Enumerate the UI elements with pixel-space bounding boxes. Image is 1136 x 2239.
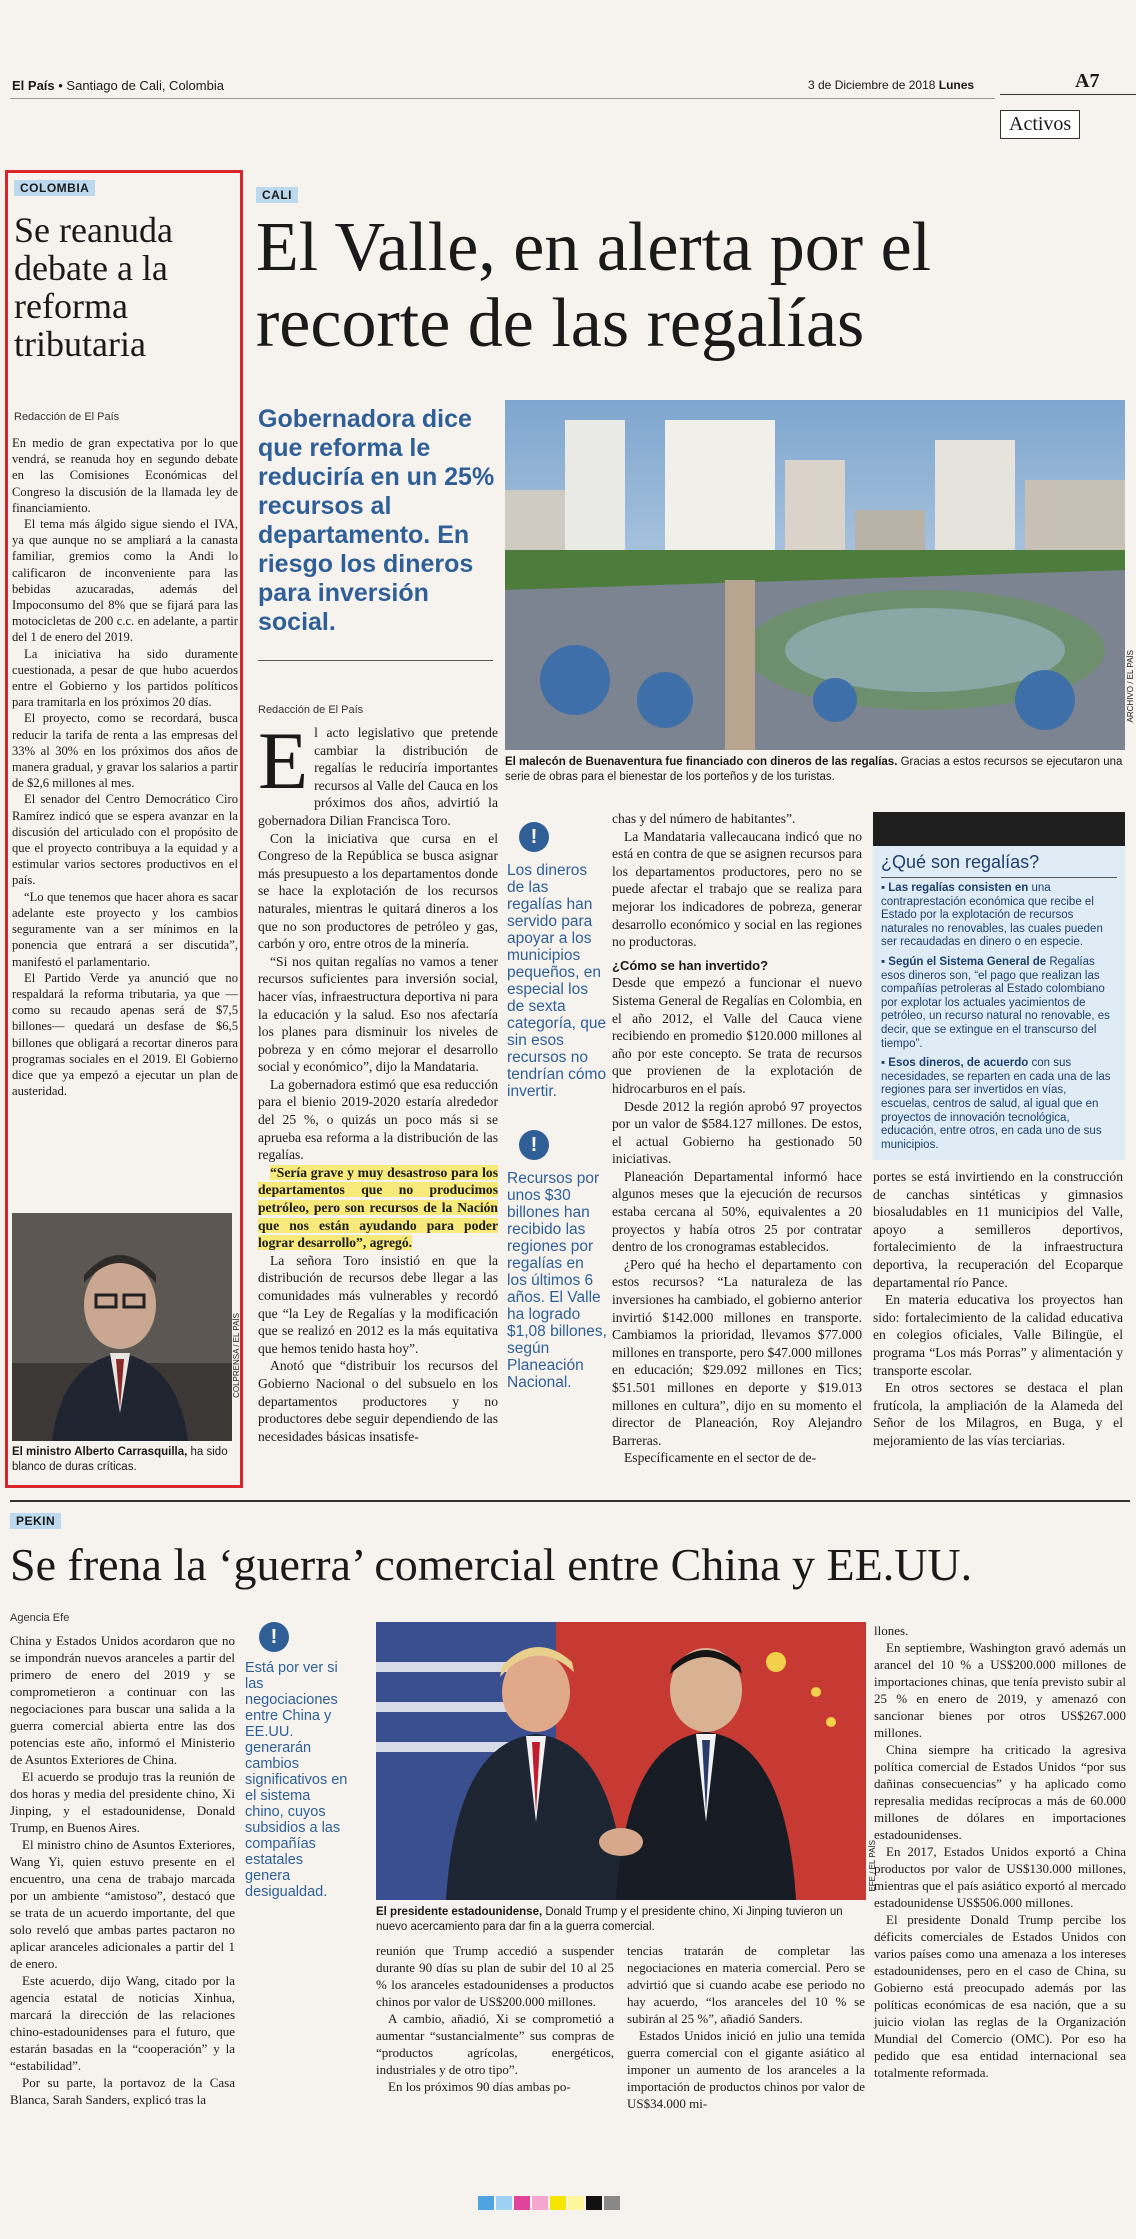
dropcap: E bbox=[258, 715, 309, 806]
paragraph: Anotó que “distribuir los recursos del Gobierno Nacional o del subsuelo en los departamentos productores y no productores debe seguir dependiendo de las necesidades básicas insatisfe- bbox=[258, 1358, 498, 1444]
photo-caption: El presidente estadounidense, Donald Trump y el presidente chino, Xi Jinping tuvieron un nuevo acercamiento para dar fin a la guerra comercial. bbox=[376, 1906, 843, 1933]
info-box-rule bbox=[881, 877, 1117, 878]
paragraph: El acuerdo se produjo tras la reunión de dos horas y media del presidente chino, Xi Jinping, y el estadounidense, Donald Trump, en Buenos Aires. bbox=[10, 1769, 235, 1835]
side-quote: Está por ver si las negociaciones entre China y EE.UU. generarán cambios significativos en el sistema chino, cuyos subsidios a las compañías estatales genera desigualdad. bbox=[245, 1660, 348, 1900]
paragraph: China siempre ha criticado la agresiva política comercial de Estados Unidos “por sus dañinas consecuencias” y ha aplicado como represalia medidas recíprocas a más de 60.000 millones de dólares en importaciones estadounidenses. bbox=[874, 1742, 1126, 1842]
pekin-tag-wrap bbox=[10, 1512, 61, 1530]
paper-name: El País bbox=[12, 78, 55, 93]
section-tag: PEKIN bbox=[10, 1513, 61, 1529]
color-swatch bbox=[604, 2196, 620, 2210]
paragraph: En materia educativa los proyectos han sido: fortalecimiento de la calidad educativa en colegios oficiales, Valle Bilingüe, el programa “Los más Porras” y alimentación y transporte escolar. bbox=[873, 1292, 1123, 1378]
paragraph: La Mandataria vallecaucana indicó que no está en contra de que se asignen recursos para los departamentos productores, pero no se puede afectar el trabajo que se realiza para mejorar los indicadores de pobreza, generar desarrollo económico y social en las regiones no productoras. bbox=[612, 828, 862, 950]
photo-credit: EFE / EL PAÍS bbox=[868, 1840, 877, 1892]
pekin-col-2 bbox=[376, 1942, 614, 2095]
paragraph: Con la iniciativa que cursa en el Congreso de la República se busca asignar más presupuesto a los departamentos donde se hace la explotación de los recursos naturales, mientras le quitará dineros a los que no son productores de petróleo y gas, carbón y oro, entre otros de la minería. bbox=[258, 830, 498, 952]
paragraph: l acto legislativo que pretende cambiar la distribución de regalías le reduciría importantes recursos al Valle del Cauca en los próximos dos años, advirtió la gobernadora Dilian Francisca Toro. bbox=[258, 725, 498, 828]
pekin-col-4 bbox=[874, 1622, 1126, 2081]
exclamation-icon: ! bbox=[259, 1622, 289, 1652]
color-swatch bbox=[478, 2196, 494, 2210]
paragraph: portes se está invirtiendo en la construcción de canchas sintéticas y gimnasios biosaludables en 11 municipios del Valle, apoyo a semilleros deportivos, fortalecimiento de la infraestructura deportiva, la recuperación del Ecoparque departamental río Pance. bbox=[873, 1169, 1123, 1290]
photo-credit: ARCHIVO / EL PAÍS bbox=[1126, 650, 1135, 723]
section-label: Activos bbox=[1000, 110, 1080, 139]
color-swatch bbox=[550, 2196, 566, 2210]
paragraph: chas y del número de habitantes”. bbox=[612, 811, 796, 826]
color-registration-bar bbox=[478, 2196, 620, 2210]
paragraph: El Partido Verde ya anunció que no respaldará la reforma tributaria, ya que —como su recaudo apenas será de $7,5 billones— quedará un desfase de $6,5 billones que obligará a recortar dineros para programas sociales en el 2019. El Gobierno dice que ya empezó a ejecutar un plan de austeridad. bbox=[12, 970, 238, 1099]
colombia-article bbox=[5, 170, 243, 1488]
info-box-list bbox=[873, 880, 1125, 1154]
section-divider bbox=[10, 1500, 1130, 1502]
issue-date: 3 de Diciembre de 2018 Lunes bbox=[808, 78, 975, 92]
paragraph: En 2017, Estados Unidos exportó a China productos por valor de US$130.000 millones, mientras que el país asiático exportó al mercado estadounidense US$506.000 millones. bbox=[874, 1844, 1126, 1910]
header-divider bbox=[10, 98, 995, 99]
paper-location: • Santiago de Cali, Colombia bbox=[58, 78, 224, 93]
pekin-col-3 bbox=[627, 1942, 865, 2112]
section-tag: COLOMBIA bbox=[14, 180, 95, 196]
paragraph: La gobernadora estimó que esa reducción para el bienio 2019-2020 estaría alrededor del 25 %, o quizás un poco más si se aprueba esa reforma a la distribución de las regalías. bbox=[258, 1076, 498, 1163]
article-headline: Se reanuda debate a la reforma tributaria bbox=[14, 210, 173, 364]
article-body bbox=[12, 435, 238, 1099]
cali-col-1 bbox=[258, 715, 498, 1445]
header-rule bbox=[1000, 94, 1136, 95]
cali-tag-wrap bbox=[256, 186, 298, 204]
cali-col-3 bbox=[612, 810, 862, 1467]
article-deck: Gobernadora dice que reforma le reduciría en un 25% recursos al departamento. En riesgo los dineros para inversión social. bbox=[258, 405, 495, 636]
info-box bbox=[873, 812, 1125, 1160]
summit-photo bbox=[376, 1622, 866, 1900]
byline: Agencia Efe bbox=[10, 1612, 70, 1624]
subhead: ¿Cómo se han invertido? bbox=[612, 957, 769, 973]
paragraph: En otros sectores se destaca el plan frutícola, la ampliación de la Alameda del Señor de los Milagros, en Buga, y el mejoramiento de las vías terciarias. bbox=[873, 1380, 1123, 1448]
malecon-photo-graphic bbox=[505, 400, 1125, 750]
side-quote: Los dineros de las regalías han servido para apoyar a los municipios pequeños, en especial los de sexta categoría, que sin esos recursos no tendrían cómo invertir. bbox=[507, 862, 607, 1100]
exclamation-icon: ! bbox=[519, 822, 549, 852]
paragraph: Desde que empezó a funcionar el nuevo Sistema General de Regalías en Colombia, en el año 2012, el Valle del Cauca viene recibiendo en promedio $120.000 millones al año por este concepto. Se trata de recursos que provienen de la explotación de hidrocarburos en el país. bbox=[612, 975, 862, 1096]
paragraph: El proyecto, como se recordará, busca reducir la tarifa de renta a las empresas del 33% al 30% en los próximos dos años de manera gradual, y gravar los salarios a partir de $2,6 millones al mes. bbox=[12, 711, 238, 791]
side-quotes bbox=[507, 822, 607, 1391]
minister-photo-graphic bbox=[12, 1213, 232, 1441]
photo-caption: El ministro Alberto Carrasquilla, ha sido blanco de duras críticas. bbox=[12, 1446, 228, 1473]
paragraph: La señora Toro insistió en que la distribución de recursos debe llegar a las comunidades más vulnerables y recordó que “la Ley de Regalías y la modificación que se realizó en 2012 es la más equitativa que hemos tenido hasta hoy”. bbox=[258, 1252, 498, 1356]
paragraph: “Si nos quitan regalías no vamos a tener recursos suficientes para inversión social, hacer vías, infraestructura deportiva ni para la educación y la salud. Eso nos afectaría los planes para disminuir los niveles de pobreza y en cómo mejorar el desarrollo social y económico”, dijo la Mandataria. bbox=[258, 953, 498, 1075]
color-swatch bbox=[514, 2196, 530, 2210]
paragraph: En septiembre, Washington gravó además un arancel del 10 % a US$200.000 millones de importaciones chinas, que tenía previsto subir al 25 % en enero de 2019, y amenazó con sancionar bienes por otros US$267.000 millones. bbox=[874, 1640, 1126, 1740]
byline: Redacción de El País bbox=[258, 704, 364, 716]
info-box-item: ▪ Las regalías consisten en una contraprestación económica que recibe el Estado por la explotación de recursos naturales no renovables, las cuales pueden ser recaudadas en dinero o en especie. bbox=[881, 882, 1103, 949]
paragraph: China y Estados Unidos acordaron que no se impondrán nuevos aranceles a partir del primero de enero del 2019 y se comprometieron a continuar con las negociaciones para buscar una salida a la guerra comercial abierta entre las dos potencias este año, informó el Ministerio de Asuntos Exteriores de China. bbox=[10, 1633, 235, 1767]
byline: Redacción de El País bbox=[14, 411, 120, 423]
summit-photo-graphic bbox=[376, 1622, 866, 1900]
info-box-bar bbox=[873, 812, 1125, 846]
color-swatch bbox=[496, 2196, 512, 2210]
cali-col-4 bbox=[873, 1168, 1123, 1450]
highlighted-quote: “Sería grave y muy desastroso para los departamentos que no producimos petróleo, pero son recursos de la Nación que nos están ayudando para poder lograr desarrollo”, agregó. bbox=[258, 1164, 498, 1251]
paragraph: El senador del Centro Democrático Ciro Ramírez indicó que se espera avanzar en la discusión del articulado con el propósito de que el proyecto contribuya a la equidad y a estimular varios sectores productivos en el país. bbox=[12, 792, 238, 888]
color-swatch bbox=[532, 2196, 548, 2210]
paragraph: En los próximos 90 días ambas po- bbox=[388, 2079, 571, 2094]
paragraph: ¿Pero qué ha hecho el departamento con estos recursos? “La naturaleza de las inversiones ha cambiado, el gobierno anterior invirtió $142.000 millones en transporte. Cambiamos la prioridad, llevamos $77.000 millones en transporte, pero $47.000 millones en educación; $29.092 millones en Tics; $51.501 millones en deporte y $19.013 millones en cultura”, dijo en su momento el director de Planeación, Roy Alejandro Barreras. bbox=[612, 1256, 862, 1448]
paragraph: En medio de gran expectativa por lo que vendrá, se reanuda hoy en segundo debate en las Comisiones Económicas del Congreso la discusión de la llamada ley de financiamiento. bbox=[12, 436, 238, 515]
photo-credit: COLPRENSA / EL PAÍS bbox=[232, 1313, 241, 1398]
paragraph: reunión que Trump accedió a suspender durante 90 días su plan de subir del 10 al 25 % los aranceles estadounidenses a productos chinos por valor de US$200.000 millones. bbox=[376, 1943, 614, 2009]
paragraph: Planeación Departamental informó hace algunos meses que la ejecución de recursos estaba cercana al 50%, equivalentes a 20 proyectos y había otros 25 por contratar dentro de los cronogramas establecidos. bbox=[612, 1168, 862, 1255]
paragraph: Estados Unidos inició en julio una temida guerra comercial con el gigante asiático al imponer un aumento de los aranceles a la importación de productos chinos por valor de US$34.000 mi- bbox=[627, 2028, 865, 2111]
pekin-col-1 bbox=[10, 1632, 235, 2108]
page-number: A7 bbox=[1075, 70, 1100, 92]
paragraph: Este acuerdo, dijo Wang, citado por la agencia estatal de noticias Xinhua, marcará la dirección de las relaciones chino-estadounidenses para el futuro, que estarán basadas en la “cooperación” y la “estabilidad”. bbox=[10, 1973, 235, 2073]
color-swatch bbox=[568, 2196, 584, 2210]
paragraph: El tema más álgido sigue siendo el IVA, ya que aunque no se ampliará a la canasta familiar, gremios como la Andi lo calificaron de inconveniente para las bebidas azucaradas, además del Impoconsumo del 8% que se fijará para las motocicletas de 200 c.c. en adelante, a partir del 1 de enero del 2019. bbox=[12, 517, 238, 645]
info-box-title: ¿Qué son regalías? bbox=[881, 852, 1040, 872]
pekin-headline: Se frena la ‘guerra’ comercial entre China y EE.UU. bbox=[10, 1539, 973, 1590]
paragraph: tencias tratarán de completar las negociaciones en materia comercial. Pero se advirtió que si cuando acabe ese periodo no hay acuerdo, “los aranceles del 10 % se subirán al 25 %”, añadió Sanders. bbox=[627, 1943, 865, 2026]
info-box-item: ▪ Según el Sistema General de Regalías esos dineros son, “el pago que realizan las compañías petroleras al Estado colombiano por explotar los actuales yacimientos de petróleo, un recurso natural no renovable, es decir, que se extingue en el transcurso del tiempo”. bbox=[881, 955, 1110, 1050]
paragraph: A cambio, añadió, Xi se comprometió a aumentar “sustancialmente” sus compras de “productos agrícolas, energéticos, industriales y de otro tipo”. bbox=[376, 2011, 614, 2077]
paragraph: Por su parte, la portavoz de la Casa Blanca, Sarah Sanders, explicó tras la bbox=[10, 2075, 235, 2107]
malecon-photo bbox=[505, 400, 1125, 750]
info-box-item: ▪ Esos dineros, de acuerdo con sus necesidades, se reparten en cada una de las regiones para ser invertidos en vías, escuelas, centros de salud, al igual que en proyectos de innovación tecnológica, educación, entre otros, en cada uno de sus municipios. bbox=[881, 1057, 1111, 1151]
paragraph: “Lo que tenemos que hacer ahora es sacar adelante este proyecto y los cambios seguramente van a ser mínimos en la ponencia que entrará a ser discutida”, manifestó el parlamentario. bbox=[12, 889, 238, 969]
paragraph: El presidente Donald Trump percibe los déficits comerciales de Estados Unidos con varios países como una amenaza a los intereses estadounidenses, pero en el caso de China, su Gobierno está preocupado además por las políticas económicas de esa nación, que a su juicio violan las reglas de la Organización Mundial del Comercio (OMC). Por eso ha pedido que esa entidad internacional sea totalmente reformada. bbox=[874, 1912, 1126, 2080]
minister-photo bbox=[12, 1213, 232, 1441]
paragraph: llones. bbox=[874, 1623, 909, 1638]
paragraph: Desde 2012 la región aprobó 97 proyectos por un valor de $584.127 millones. De estos, el actual Gobierno ha gestionado 50 iniciativas. bbox=[612, 1098, 862, 1167]
paragraph: La iniciativa ha sido duramente cuestionada, a pesar de que hubo acuerdos entre el Gobierno y los partidos políticos para tramitarla en los próximos 20 días. bbox=[12, 646, 238, 710]
side-quote: Recursos por unos $30 billones han recibido las regiones por regalías en los últimos 6 años. El Valle ha logrado $1,08 billones, según Planeación Nacional. bbox=[507, 1170, 607, 1391]
masthead bbox=[12, 78, 224, 93]
photo-caption: El malecón de Buenaventura fue financiado con dineros de las regalías. Gracias a estos recursos se ejecutaron una serie de obras para el bienestar de los porteños y de los turistas. bbox=[505, 756, 1123, 783]
section-tag: CALI bbox=[256, 187, 298, 203]
color-swatch bbox=[586, 2196, 602, 2210]
main-headline: El Valle, en alerta por el recorte de las regalías bbox=[256, 209, 932, 362]
paragraph: Específicamente en el sector de de- bbox=[624, 1450, 817, 1466]
exclamation-icon: ! bbox=[519, 1130, 549, 1160]
paragraph: El ministro chino de Asuntos Exteriores, Wang Yi, quien estuvo presente en el encuentro, una cena de trabajo marcada por un ambiente “amistoso”, destacó que se trata de un acuerdo importante, del que solo reveló que ambas partes pactaron no aplicar aranceles adicionales a partir del 1 de enero. bbox=[10, 1837, 235, 1971]
deck-rule bbox=[258, 660, 493, 661]
pekin-side-quote bbox=[245, 1622, 350, 1900]
